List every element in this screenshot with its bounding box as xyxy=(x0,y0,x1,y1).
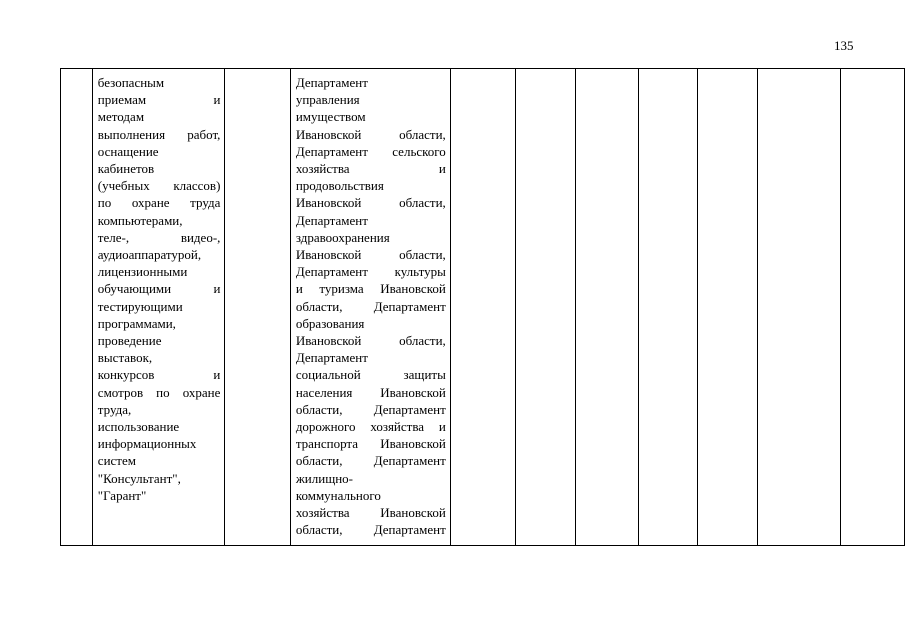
text-line: "Гарант" xyxy=(97,487,147,503)
text-line: конкурсов и xyxy=(97,367,221,383)
text-line: компьютерами, xyxy=(97,212,183,228)
text-line: аудиоаппаратурой, xyxy=(97,247,202,263)
page-number: 135 xyxy=(834,38,854,53)
text-line: "Консультант", xyxy=(97,470,181,486)
empty-cell xyxy=(841,69,905,546)
empty-cell xyxy=(758,69,841,546)
text-line: тестирующими xyxy=(97,298,183,314)
text-line: имуществом xyxy=(295,109,366,125)
text-line: безопасным xyxy=(97,75,165,90)
text-line: области, Департамент xyxy=(295,453,446,469)
activity-cell xyxy=(92,69,225,546)
text-line: Департамент xyxy=(295,75,368,90)
text-line: проведение xyxy=(97,333,162,349)
text-line: использование xyxy=(97,419,180,435)
text-line: здравоохранения xyxy=(295,229,390,245)
document-table xyxy=(60,68,905,546)
text-line: систем xyxy=(97,453,136,469)
text-line: теле-, видео-, xyxy=(97,229,221,245)
text-line: образования xyxy=(295,315,365,331)
text-line: продовольствия xyxy=(295,178,384,194)
text-line: лицензионными xyxy=(97,264,188,280)
executors-cell xyxy=(290,69,450,546)
text-line: коммунального xyxy=(295,487,381,503)
text-line: (учебных классов) xyxy=(97,178,221,194)
text-line: труда, xyxy=(97,401,132,417)
text-line: Департамент сельского xyxy=(295,143,446,159)
table-row xyxy=(61,69,905,546)
text-line: кабинетов xyxy=(97,161,155,177)
number-cell xyxy=(61,69,93,546)
text-line: дорожного хозяйства и xyxy=(295,419,446,435)
text-line: области, Департамент xyxy=(295,401,446,417)
text-line: информационных xyxy=(97,436,197,452)
empty-cell xyxy=(576,69,639,546)
text-line: приемам и xyxy=(97,92,221,108)
text-line: выполнения работ, xyxy=(97,126,221,142)
text-line: выставок, xyxy=(97,350,153,366)
text-line: управления xyxy=(295,92,360,108)
text-line: транспорта Ивановской xyxy=(295,436,446,452)
text-line: Ивановской области, xyxy=(295,126,446,142)
text-line: хозяйства и xyxy=(295,161,446,177)
empty-cell xyxy=(450,69,515,546)
text-line: Ивановской области, xyxy=(295,195,446,211)
text-line: Ивановской области, xyxy=(295,247,446,263)
executors-text xyxy=(291,69,450,538)
text-line: смотров по охране xyxy=(97,384,221,400)
text-line: Департамент xyxy=(295,212,368,228)
text-line: хозяйства Ивановской xyxy=(295,505,446,521)
empty-cell xyxy=(698,69,758,546)
text-line: оснащение xyxy=(97,143,159,159)
empty-cell xyxy=(638,69,698,546)
text-line: населения Ивановской xyxy=(295,384,446,400)
text-line: Департамент xyxy=(295,350,368,366)
text-line: области, Департамент xyxy=(295,522,446,538)
text-line: обучающими и xyxy=(97,281,221,297)
text-line: и туризма Ивановской xyxy=(295,281,446,297)
text-line: жилищно- xyxy=(295,470,353,486)
text-line: Департамент культуры xyxy=(295,264,446,280)
empty-cell xyxy=(516,69,576,546)
activity-text xyxy=(93,69,225,504)
text-line: социальной защиты xyxy=(295,367,446,383)
empty-cell xyxy=(225,69,290,546)
text-line: методам xyxy=(97,109,145,125)
text-line: области, Департамент xyxy=(295,298,446,314)
text-line: Ивановской области, xyxy=(295,333,446,349)
text-line: по охране труда xyxy=(97,195,221,211)
text-line: программами, xyxy=(97,315,176,331)
